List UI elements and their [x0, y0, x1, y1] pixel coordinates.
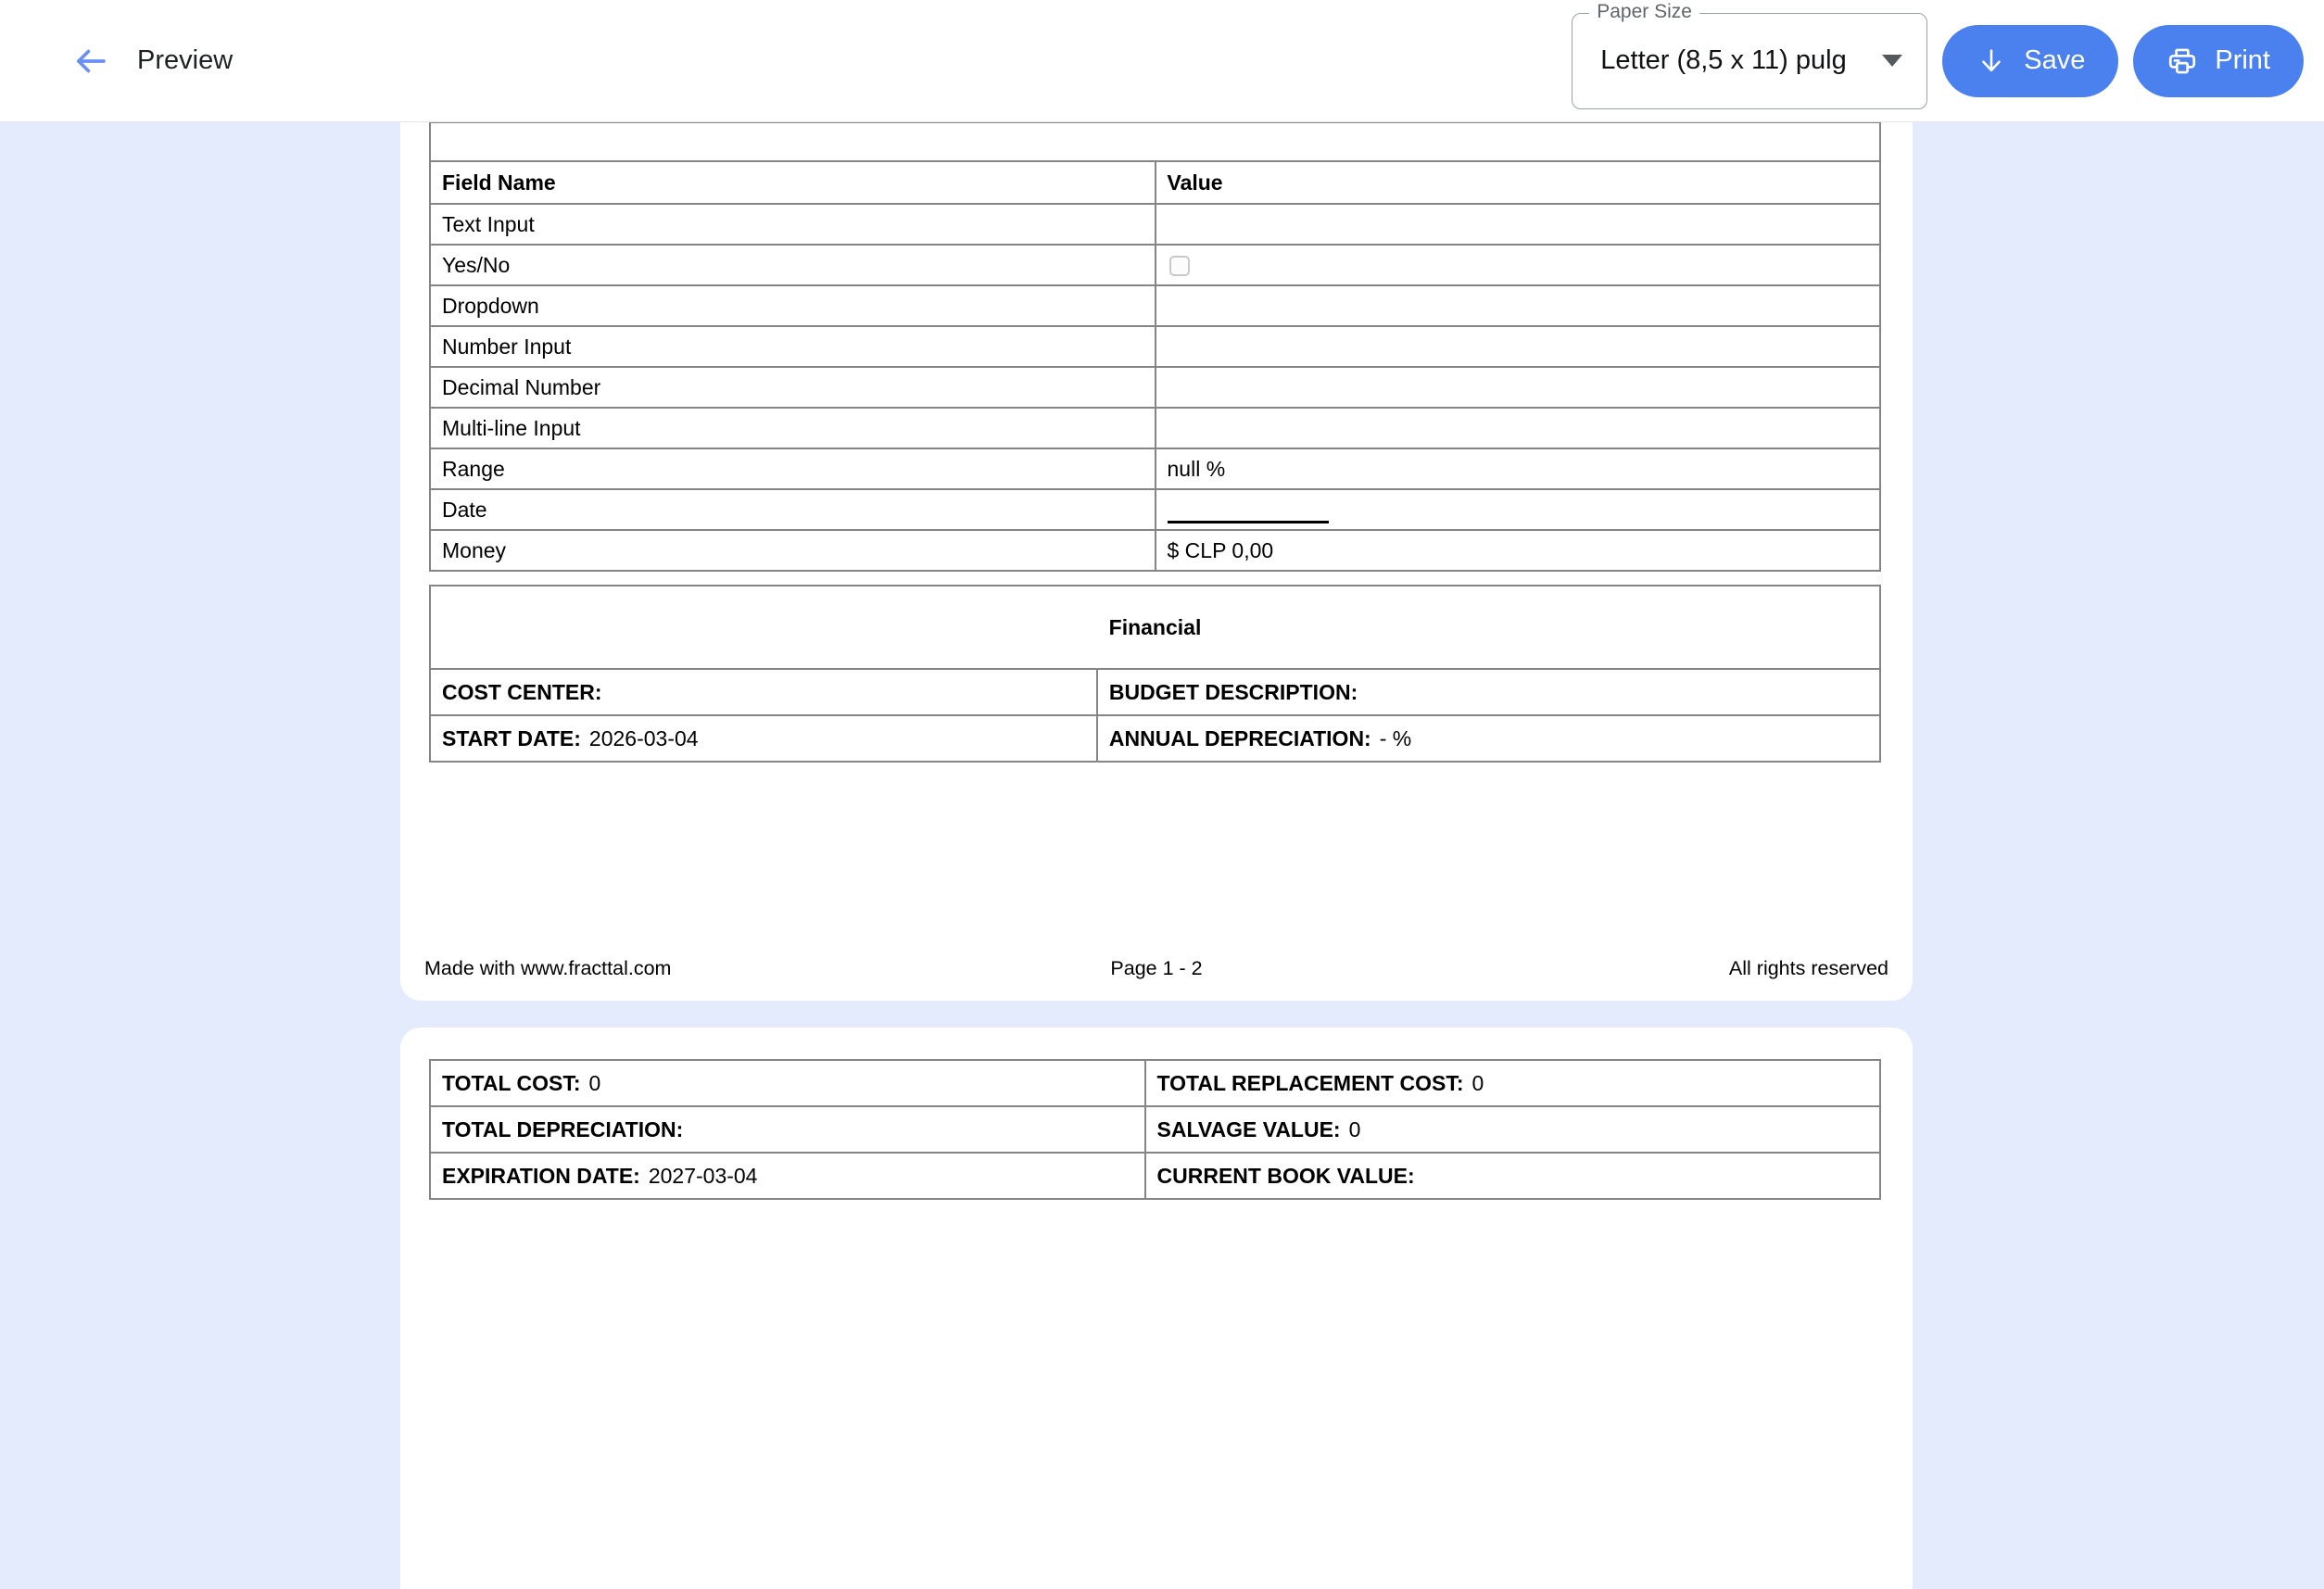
field-name-cell: Multi-line Input	[430, 408, 1156, 448]
field-value: 0	[1348, 1116, 1361, 1141]
field-name-cell: Text Input	[430, 204, 1156, 245]
field-value: 2026-03-04	[588, 725, 699, 750]
totals-cell	[1145, 1106, 1880, 1153]
field-value-cell	[1156, 367, 1881, 408]
field-value-cell	[1156, 245, 1881, 285]
page-title: Preview	[137, 45, 234, 75]
footer-made-with: Made with www.fracttal.com	[424, 957, 672, 979]
field-label: BUDGET DESCRIPTION:	[1108, 679, 1358, 704]
arrow-left-icon	[71, 42, 110, 81]
totals-table	[429, 1059, 1881, 1200]
field-name-cell: Range	[430, 448, 1156, 489]
table-row	[430, 448, 1880, 489]
table-row	[430, 715, 1880, 762]
print-button[interactable]	[2133, 25, 2304, 97]
field-value-cell: null %	[1156, 448, 1881, 489]
field-label: ANNUAL DEPRECIATION:	[1108, 725, 1371, 750]
paper-size-select[interactable]	[1572, 0, 1927, 109]
financial-cell	[430, 669, 1097, 715]
field-value-cell	[1156, 204, 1881, 245]
table-row	[430, 1153, 1880, 1199]
field-label: COST CENTER:	[442, 679, 602, 704]
field-label: EXPIRATION DATE:	[442, 1163, 640, 1188]
preview-page-2	[400, 1028, 1913, 1589]
table-row	[430, 1106, 1880, 1153]
financial-table	[429, 585, 1881, 763]
table-row	[430, 489, 1880, 530]
header-bar	[0, 0, 2324, 122]
table-row	[430, 1060, 1880, 1106]
field-value: 0	[1471, 1070, 1484, 1095]
table-row	[430, 367, 1880, 408]
field-label: TOTAL DEPRECIATION:	[442, 1116, 684, 1141]
preview-page-1	[400, 122, 1913, 1001]
footer-rights: All rights reserved	[1728, 957, 1888, 979]
totals-cell	[1145, 1153, 1880, 1199]
paper-size-label: Paper Size	[1589, 1, 1699, 23]
fields-table	[429, 122, 1881, 572]
table-header-row	[430, 161, 1880, 204]
totals-cell	[430, 1153, 1145, 1199]
field-name-cell: Yes/No	[430, 245, 1156, 285]
column-header-value: Value	[1156, 161, 1881, 204]
financial-cell	[430, 715, 1097, 762]
table-row	[430, 285, 1880, 326]
field-name-cell: Number Input	[430, 326, 1156, 367]
table-row	[430, 245, 1880, 285]
page-number: Page 1 - 2	[1110, 957, 1203, 979]
field-name-cell: Dropdown	[430, 285, 1156, 326]
printer-icon	[2166, 45, 2198, 77]
field-name-cell: Money	[430, 530, 1156, 571]
field-label: TOTAL REPLACEMENT COST:	[1156, 1070, 1464, 1095]
financial-title-row	[430, 586, 1880, 669]
field-label: TOTAL COST:	[442, 1070, 581, 1095]
column-header-field-name: Field Name	[430, 161, 1156, 204]
save-button-label: Save	[2024, 45, 2086, 75]
totals-cell	[430, 1060, 1145, 1106]
field-value-cell	[1156, 285, 1881, 326]
table-row	[430, 408, 1880, 448]
preview-scroll-area[interactable]	[0, 122, 2324, 1588]
field-label: SALVAGE VALUE:	[1156, 1116, 1341, 1141]
financial-cell	[1097, 715, 1880, 762]
field-value-cell	[1156, 408, 1881, 448]
field-value: - %	[1379, 725, 1412, 750]
field-value-cell	[1156, 489, 1881, 530]
field-value-cell: $ CLP 0,00	[1156, 530, 1881, 571]
table-row	[430, 530, 1880, 571]
paper-size-value: Letter (8,5 x 11) pulg	[1600, 45, 1847, 75]
financial-section-title: Financial	[430, 586, 1880, 669]
checkbox	[1169, 256, 1190, 276]
table-row	[430, 204, 1880, 245]
totals-cell	[1145, 1060, 1880, 1106]
cutoff-cell	[430, 123, 1880, 161]
totals-cell	[430, 1106, 1145, 1153]
date-blank-line	[1168, 496, 1329, 523]
table-row-cutoff	[430, 123, 1880, 161]
table-row	[430, 669, 1880, 715]
save-button[interactable]	[1942, 25, 2118, 97]
field-label: CURRENT BOOK VALUE:	[1156, 1163, 1415, 1188]
download-arrow-icon	[1976, 45, 2007, 77]
field-name-cell: Date	[430, 489, 1156, 530]
table-row	[430, 326, 1880, 367]
field-value-cell	[1156, 326, 1881, 367]
field-value: 0	[588, 1070, 601, 1095]
print-button-label: Print	[2215, 45, 2270, 75]
field-name-cell: Decimal Number	[430, 367, 1156, 408]
field-label: START DATE:	[442, 725, 581, 750]
field-value: 2027-03-04	[648, 1163, 758, 1188]
chevron-down-icon	[1882, 55, 1902, 67]
back-button[interactable]	[67, 37, 115, 85]
financial-cell	[1097, 669, 1880, 715]
page-footer	[424, 957, 1888, 980]
